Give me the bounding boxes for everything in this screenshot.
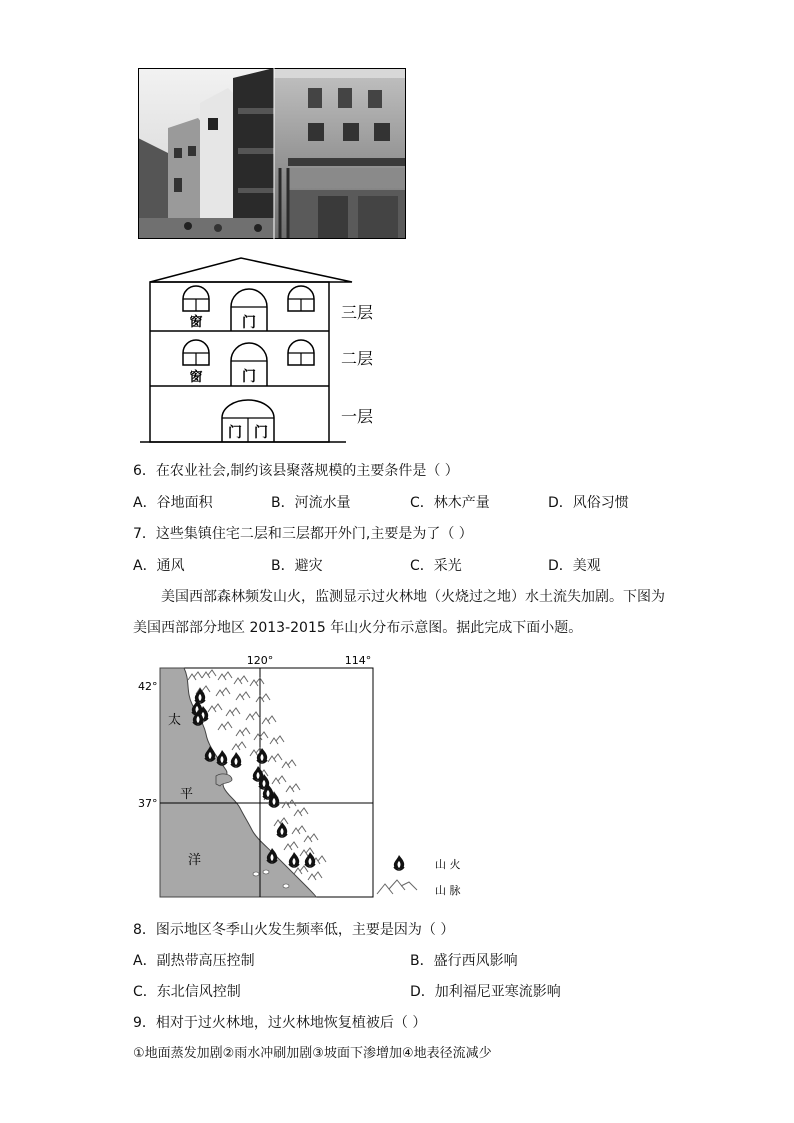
q6-option-a: A．谷地面积 (133, 495, 213, 511)
q8-option-c: C．东北信风控制 (133, 984, 241, 1000)
door-label-3: 门 (242, 315, 256, 331)
intro-line-1: 美国西部森林频发山火，监测显示过火林地（火烧过之地）水土流失加剧。下图为 (161, 589, 665, 605)
ocean-label-tai: 太 (168, 713, 182, 728)
intro-line-2: 美国西部部分地区 2013-2015 年山火分布示意图。据此完成下面小题。 (133, 620, 583, 636)
q6-option-c: C．林木产量 (410, 495, 490, 511)
q7-option-a: A．通风 (133, 558, 185, 574)
q6-option-d: D．风俗习惯 (548, 495, 629, 511)
floor3-label: 三层 (341, 303, 374, 322)
floor2-left-window (183, 340, 209, 365)
q9-stem: 9．相对于过火林地，过火林地恢复植被后（ ） (133, 1015, 427, 1031)
q6-stem: 6．在农业社会,制约该县聚落规模的主要条件是（ ） (133, 463, 459, 479)
door-label-2: 门 (242, 369, 256, 385)
floor2-right-window (288, 340, 314, 365)
fire-legend-icon (394, 855, 404, 870)
lon-114-label: 114° (344, 654, 372, 667)
mountain-legend-icon (377, 880, 417, 894)
window-label-2: 窗 (189, 370, 203, 385)
floor1-label: 一层 (341, 407, 374, 426)
floor2-label: 二层 (341, 349, 374, 368)
lat-42-label: 42° (138, 680, 158, 693)
q7-option-b: B．避灾 (271, 558, 323, 574)
street-photo-image (138, 68, 406, 239)
lat-37-label: 37° (138, 797, 158, 810)
legend-mountain-label: 山 脉 (435, 884, 461, 897)
q8-option-d: D．加利福尼亚寒流影响 (410, 984, 561, 1000)
q7-stem: 7．这些集镇住宅二层和三层都开外门,主要是为了（ ） (133, 526, 473, 542)
floor3-left-window (183, 286, 209, 311)
q8-stem: 8．图示地区冬季山火发生频率低，主要是因为（ ） (133, 922, 455, 938)
house-diagram (138, 255, 398, 447)
legend-fire-label: 山 火 (435, 858, 461, 871)
q6-option-b: B．河流水量 (271, 495, 351, 511)
roof (150, 258, 352, 282)
q8-option-a: A．副热带高压控制 (133, 953, 255, 969)
door-label-1b: 门 (254, 425, 268, 441)
lon-120-label: 120° (246, 654, 274, 667)
floor3-right-window (288, 286, 314, 311)
ocean-label-ping: 平 (180, 787, 194, 802)
q9-statements: ①地面蒸发加剧②雨水冲刷加剧③坡面下渗增加④地表径流减少 (133, 1046, 492, 1061)
ocean-label-yang: 洋 (188, 853, 202, 868)
door-label-1a: 门 (228, 425, 242, 441)
window-label-3: 窗 (189, 315, 203, 330)
q7-option-c: C．采光 (410, 558, 462, 574)
q8-option-b: B．盛行西风影响 (410, 953, 518, 969)
q7-option-d: D．美观 (548, 558, 601, 574)
map-legend (375, 850, 485, 902)
street-photo (138, 68, 406, 239)
